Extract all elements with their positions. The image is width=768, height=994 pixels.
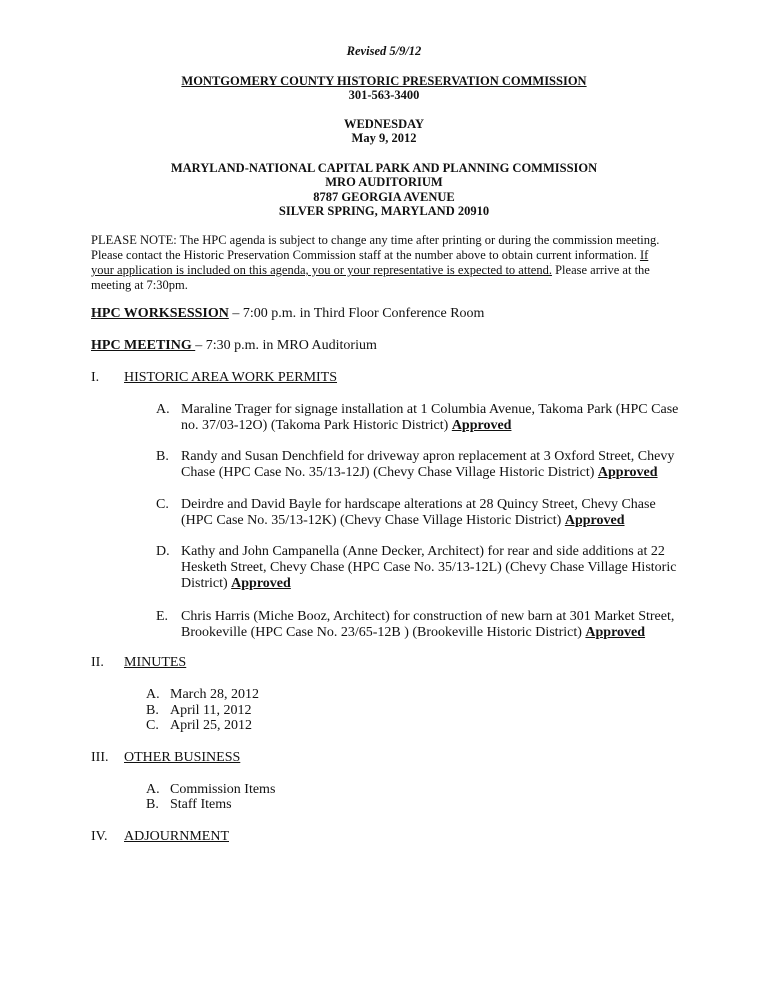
section-number: IV. — [91, 829, 108, 844]
item-letter: C. — [156, 497, 169, 512]
worksession-line — [91, 306, 484, 322]
note-emphasis: your application is included on this agenda, you or your representative is expected to attend. — [91, 263, 552, 277]
note-text: Please contact the Historic Preservation Commission staff at the number above to obtain current information. — [91, 248, 640, 262]
meeting-day: WEDNESDAY — [343, 117, 425, 131]
item-letter: B. — [146, 797, 159, 812]
note-emphasis: If — [639, 248, 649, 262]
meeting-label: HPC MEETING — [91, 338, 196, 353]
list-item — [146, 687, 259, 703]
status-approved: Approved — [451, 418, 512, 433]
list-item — [156, 402, 686, 434]
item-text: March 28, 2012 — [170, 687, 260, 702]
item-letter: E. — [156, 609, 169, 624]
note-line: meeting at 7:30pm. — [91, 278, 188, 292]
section-title-work-permits: HISTORIC AREA WORK PERMITS — [124, 370, 338, 385]
item-text: Kathy and John Campanella (Anne Decker, Architect) for rear and side additions at 22 Hesketh Street, Chevy Chase (HPC Case No. 35/13-12L) (Chevy Chase Village Historic District) — [181, 544, 677, 591]
list-item — [156, 544, 686, 592]
list-item — [156, 449, 686, 481]
note-line: PLEASE NOTE: The HPC agenda is subject to change any time after printing or during the commission meeting. — [91, 233, 660, 247]
section-title-adjournment: ADJOURNMENT — [124, 829, 229, 844]
item-text: April 25, 2012 — [170, 718, 253, 733]
status-approved: Approved — [597, 465, 658, 480]
section-number: I. — [91, 370, 100, 385]
section-title-other-business: OTHER BUSINESS — [124, 750, 241, 765]
meeting-details: – 7:30 p.m. in MRO Auditorium — [195, 338, 377, 353]
item-text: Randy and Susan Denchfield for driveway apron replacement at 3 Oxford Street, Chevy Chase (HPC Case No. 35/13-12J) (Chevy Chase Village Historic District) — [181, 449, 675, 480]
please-note-paragraph — [91, 233, 681, 293]
item-text: Commission Items — [170, 782, 276, 797]
item-text: Staff Items — [170, 797, 232, 812]
item-letter: A. — [156, 402, 170, 417]
list-item — [156, 609, 686, 641]
section-number: III. — [91, 750, 109, 765]
item-text: April 11, 2012 — [170, 703, 252, 718]
worksession-label: HPC WORKSESSION — [91, 306, 229, 321]
status-approved: Approved — [585, 625, 646, 640]
item-letter: C. — [146, 718, 159, 733]
list-item — [146, 797, 232, 813]
list-item — [146, 718, 252, 734]
list-item — [156, 497, 686, 529]
venue-org: MARYLAND-NATIONAL CAPITAL PARK AND PLANNING COMMISSION — [170, 161, 598, 175]
item-letter: B. — [146, 703, 159, 718]
item-text: Deirdre and David Bayle for hardscape alterations at 28 Quincy Street, Chevy Chase (HPC Case No. 35/13-12K) (Chevy Chase Village Historic District) — [181, 497, 656, 528]
item-letter: B. — [156, 449, 169, 464]
worksession-details: – 7:00 p.m. in Third Floor Conference Room — [228, 306, 485, 321]
list-item — [146, 782, 275, 798]
status-approved: Approved — [564, 513, 625, 528]
commission-phone: 301-563-3400 — [348, 88, 420, 102]
commission-title: MONTGOMERY COUNTY HISTORIC PRESERVATION COMMISSION — [181, 74, 587, 88]
item-letter: A. — [146, 782, 160, 797]
section-number: II. — [91, 655, 104, 670]
meeting-date: May 9, 2012 — [351, 131, 417, 145]
meeting-line — [91, 338, 377, 354]
revised-date: Revised 5/9/12 — [346, 44, 422, 58]
list-item — [146, 703, 252, 719]
item-letter: D. — [156, 544, 170, 559]
note-line — [91, 248, 681, 263]
note-text: Please arrive at the — [551, 263, 650, 277]
item-letter: A. — [146, 687, 160, 702]
item-text: Chris Harris (Miche Booz, Architect) for construction of new barn at 301 Market Street, Brookeville (HPC Case No. 23/65-12B ) (Brookeville Historic District) — [181, 609, 675, 640]
venue-room: MRO AUDITORIUM — [325, 175, 443, 189]
venue-street: 8787 GEORGIA AVENUE — [313, 190, 455, 204]
section-title-minutes: MINUTES — [124, 655, 187, 670]
status-approved: Approved — [231, 576, 291, 591]
venue-city: SILVER SPRING, MARYLAND 20910 — [278, 204, 490, 218]
note-line — [91, 263, 681, 278]
item-text: Maraline Trager for signage installation at 1 Columbia Avenue, Takoma Park (HPC Case no. 37/03-12O) (Takoma Park Historic District) — [181, 402, 679, 433]
